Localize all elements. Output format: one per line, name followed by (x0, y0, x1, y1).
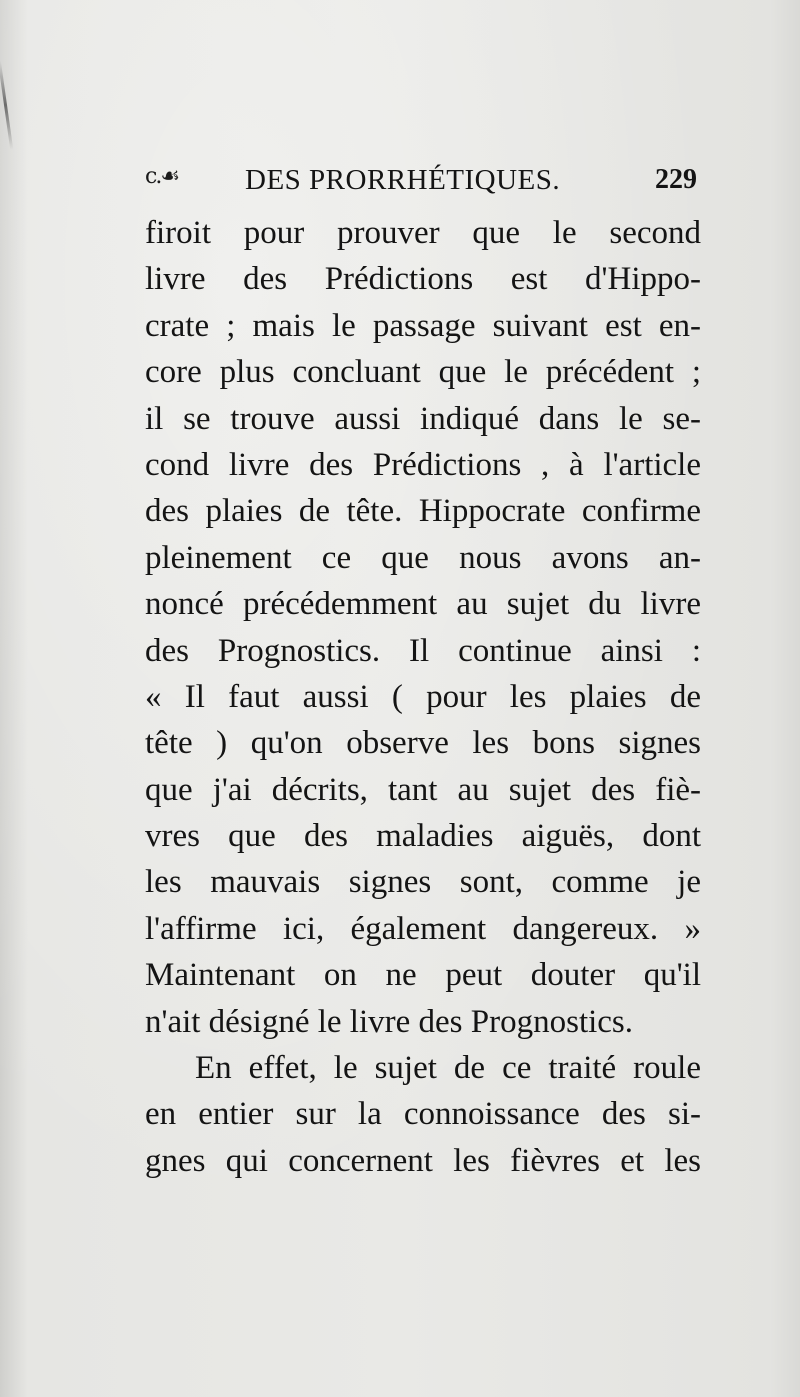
text-line: Maintenant on ne peut douter qu'il (145, 957, 701, 994)
text-line: pleinement ce que nous avons an- (145, 539, 701, 576)
page-header (145, 160, 697, 200)
text-line: il se trouve aussi indiqué dans le se- (145, 400, 701, 437)
text-line: que j'ai décrits, tant au sujet des fiè- (145, 771, 701, 808)
text-line: gnes qui concernent les fièvres et les (145, 1142, 701, 1179)
text-line: tête ) qu'on observe les bons signes (145, 725, 701, 762)
text-line: livre des Prédictions est d'Hippo- (145, 261, 701, 298)
text-line: des Prognostics. Il continue ainsi : (145, 632, 701, 669)
text-line-paragraph-start: En effet, le sujet de ce traité roule (195, 1050, 701, 1087)
text-line: noncé précédemment au sujet du livre (145, 586, 701, 623)
text-line: les mauvais signes sont, comme je (145, 864, 701, 901)
ornament-glyph: c.☙ (145, 164, 179, 189)
text-line: « Il faut aussi ( pour les plaies de (145, 678, 701, 715)
text-line: vres que des maladies aiguës, dont (145, 818, 701, 855)
body-text (145, 210, 701, 1184)
text-line: core plus concluant que le précédent ; (145, 354, 701, 391)
text-line: l'affirme ici, également dangereux. » (145, 910, 701, 947)
text-line: des plaies de tête. Hippocrate confirme (145, 493, 701, 530)
text-line: crate ; mais le passage suivant est en- (145, 307, 701, 344)
text-line: firoit pour prouver que le second (145, 215, 701, 251)
page-edge-shadow (0, 60, 13, 150)
page-number: 229 (655, 164, 697, 195)
running-title: DES PRORRHÉTIQUES. (245, 164, 561, 196)
text-line: en entier sur la connoissance des si- (145, 1096, 701, 1133)
text-line: cond livre des Prédictions , à l'article (145, 446, 701, 483)
text-line: n'ait désigné le livre des Prognostics. (145, 1003, 634, 1040)
